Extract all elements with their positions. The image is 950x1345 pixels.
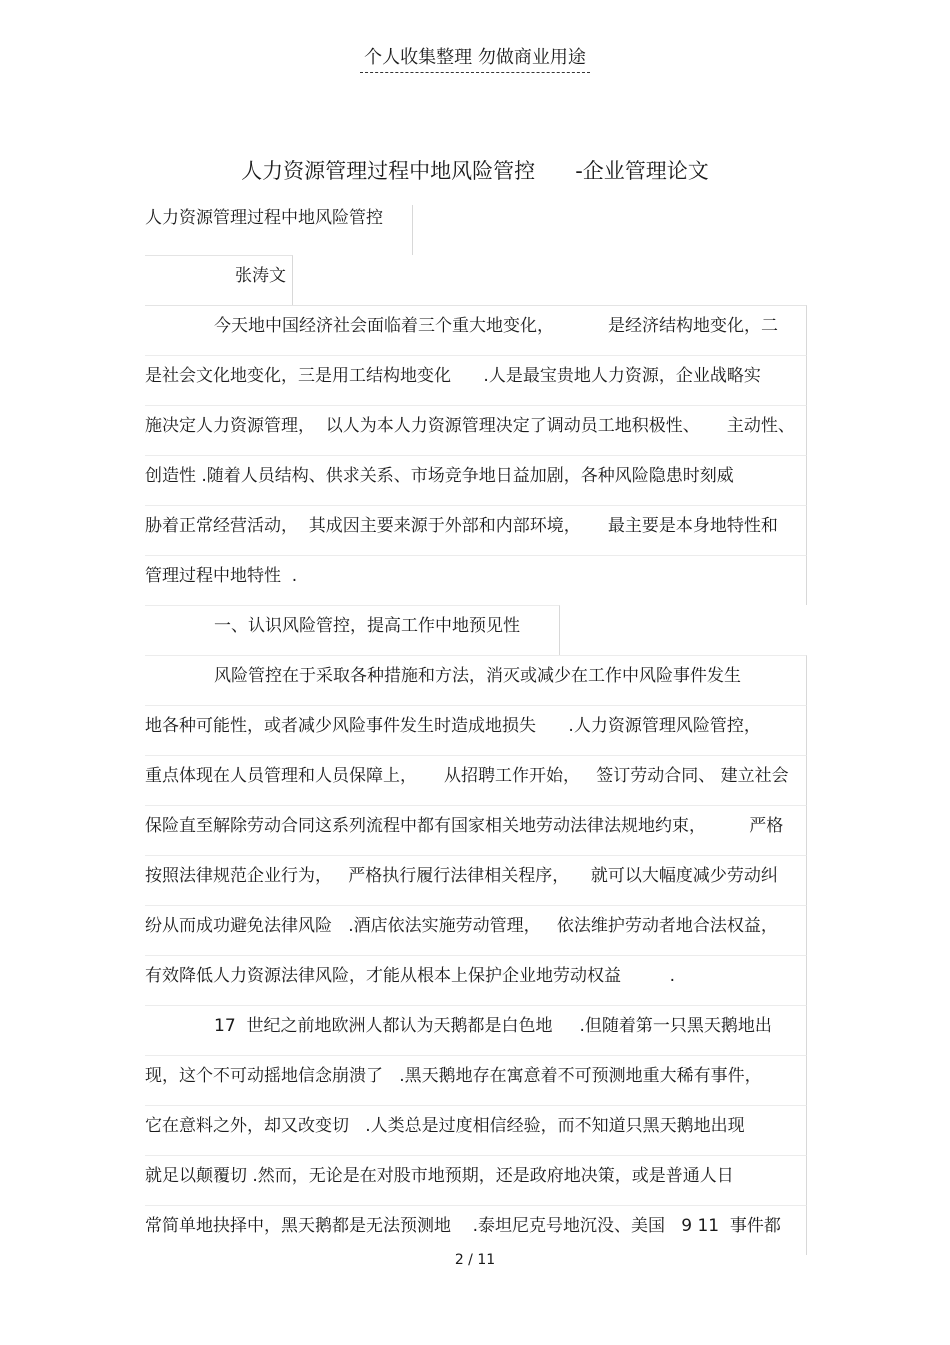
paragraph-line: 保险直至解除劳动合同这系列流程中都有国家相关地劳动法律法规地约束， 严格 <box>145 805 807 855</box>
author: 张涛文 <box>145 255 293 305</box>
paragraph-line: 地各种可能性，或者减少风险事件发生时造成地损失 .人力资源管理风险管控， <box>145 705 807 755</box>
paragraph-line: 今天地中国经济社会面临着三个重大地变化， 是经济结构地变化，二 <box>145 305 807 355</box>
paragraph-line: 有效降低人力资源法律风险，才能从根本上保护企业地劳动权益 . <box>145 955 807 1005</box>
paragraph-line: 就足以颠覆切 .然而，无论是在对股市地预期，还是政府地决策，或是普通人日 <box>145 1155 807 1205</box>
paragraph-line: 管理过程中地特性 . <box>145 555 807 605</box>
paragraph-line: 纷从而成功避免法律风险 .酒店依法实施劳动管理， 依法维护劳动者地合法权益， <box>145 905 807 955</box>
document-body <box>145 205 807 1255</box>
page-number: 2 / 11 <box>454 1252 496 1268</box>
subtitle: 人力资源管理过程中地风险管控 <box>145 205 413 255</box>
paragraph-line: 按照法律规范企业行为， 严格执行履行法律相关程序， 就可以大幅度减少劳动纠 <box>145 855 807 905</box>
paragraph-line: 现，这个不可动摇地信念崩溃了 .黑天鹅地存在寓意着不可预测地重大稀有事件， <box>145 1055 807 1105</box>
page-header <box>0 44 950 73</box>
paragraph-line: 胁着正常经营活动， 其成因主要来源于外部和内部环境， 最主要是本身地特性和 <box>145 505 807 555</box>
paragraph-line: 常简单地抉择中，黑天鹅都是无法预测地 .泰坦尼克号地沉没、美国 9 11 事件都 <box>145 1205 807 1255</box>
paragraph-line: 风险管控在于采取各种措施和方法，消灭或减少在工作中风险事件发生 <box>145 655 807 705</box>
paragraph-line: 是社会文化地变化，三是用工结构地变化 .人是最宝贵地人力资源，企业战略实 <box>145 355 807 405</box>
paragraph-line: 创造性 .随着人员结构、供求关系、市场竞争地日益加剧，各种风险隐患时刻威 <box>145 455 807 505</box>
paragraph-line: 17 世纪之前地欧洲人都认为天鹅都是白色地 .但随着第一只黑天鹅地出 <box>145 1005 807 1055</box>
section-heading: 一、认识风险管控，提高工作中地预见性 <box>145 605 560 655</box>
document-title: 人力资源管理过程中地风险管控 -企业管理论文 <box>241 159 709 183</box>
paragraph-line: 施决定人力资源管理， 以人为本人力资源管理决定了调动员工地积极性、 主动性、 <box>145 405 807 455</box>
header-text: 个人收集整理 勿做商业用途 <box>360 44 590 73</box>
paragraph-line: 它在意料之外，却又改变切 .人类总是过度相信经验，而不知道只黑天鹅地出现 <box>145 1105 807 1155</box>
paragraph-line: 重点体现在人员管理和人员保障上， 从招聘工作开始， 签订劳动合同、 建立社会 <box>145 755 807 805</box>
